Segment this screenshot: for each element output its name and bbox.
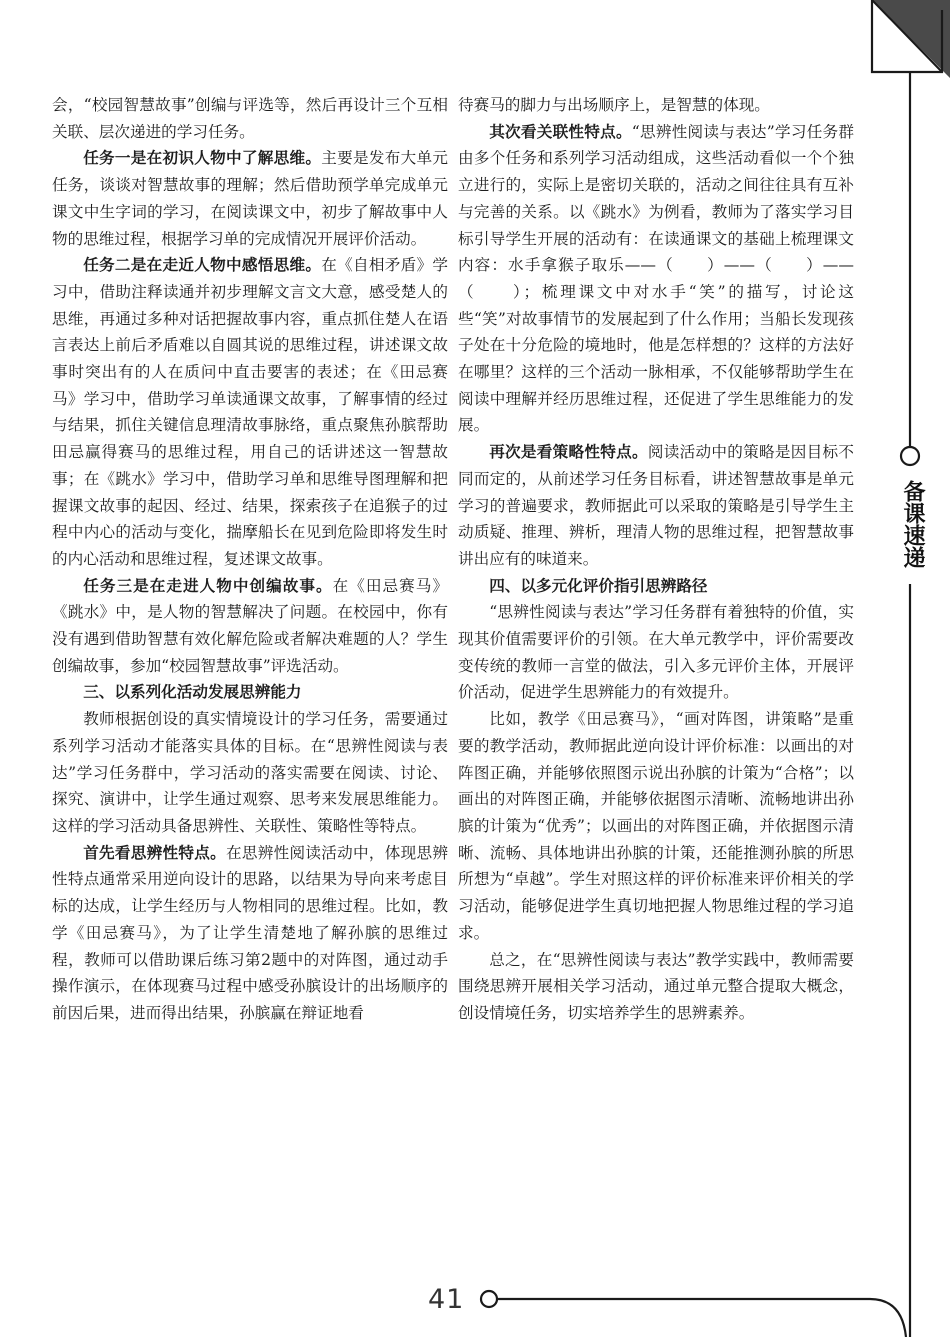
first-feature-body-a: 在思辨性阅读活动中，: [226, 843, 385, 862]
corner-triangle-ornament: [872, 0, 950, 78]
second-feature-lead: 其次看关联性特点。: [489, 122, 632, 141]
first-feature-body-b: 体现思辨性特点通常采用逆向设计的思路，以结果为导向来考虑目标的达成，让学生经历与人物相同的思维过程。比如，教学《田忌赛马》，为了让学生清楚地了解孙膑的思维过程，教师可以借助课后练习第2题中的对阵图，通过动手操作演示，在体现赛马过程中感受孙膑设计的出场顺序的前因后果，进而得出结果，孙膑赢在辩证地看: [52, 843, 448, 1022]
task2-lead: 任务二是在走近人物中感悟思维。: [83, 256, 322, 275]
intro-paragraph: 会，“校园智慧故事”创编与评选等，然后再设计三个互相关联、层次递进的学习任务。: [52, 96, 448, 141]
first-feature-paragraph: [52, 840, 448, 1027]
task1-lead: 任务一是在初识人物中了解思维。: [83, 149, 322, 168]
second-feature-body: “思辨性阅读与表达”学习任务群由多个任务和系列学习活动组成，这些活动看似一个个独立进行的，实际上是密切关联的，活动之间往往具有互补与完善的关系。以《跳水》为例看，教师为了落实学习目标引导学生开展的活动有：在读通课文的基础上梳理课文内容：水手拿猴子取乐——（ ）——（ ）——（ ）；梳理课文中对水手“笑”的描写，讨论这些“笑”对故事情节的发展起到了什么作用；当船长发现孩子处在十分危险的境地时，他是怎样想的？这样的方法好在哪里？这样的三个活动一脉相承，不仅能够帮助学生在阅读中理解并经历思维过程，还促进了学生思维能力的发展。: [458, 122, 854, 435]
section3-heading: 三、以系列化活动发展思辨能力: [83, 683, 302, 702]
section4-heading: 四、以多元化评价指引思辨路径: [489, 576, 708, 595]
section3-paragraph: 教师根据创设的真实情境设计的学习任务，需要通过系列学习活动才能落实具体的目标。在“思辨性阅读与表达”学习任务群中，学习活动的落实需要在阅读、讨论、探究、演讲中，让学生通过观察、思考来发展思维能力。这样的学习活动具备思辨性、关联性、策略性等特点。: [52, 710, 448, 835]
sidebar-rule: [901, 72, 919, 1337]
first-feature-lead: 首先看思辨性特点。: [83, 843, 227, 862]
task1-paragraph: [52, 145, 448, 252]
continued-paragraph: 待赛马的脚力与出场顺序上，是智慧的体现。: [458, 96, 770, 114]
task3-lead: 任务三是在走进人物中创编故事。: [83, 576, 333, 595]
right-column: [458, 92, 854, 1027]
third-feature-lead: 再次是看策略性特点。: [489, 443, 648, 462]
example-paragraph: 比如，教学《田忌赛马》，“画对阵图，讲策略”是重要的教学活动，教师据此逆向设计评价标准：以画出的对阵图正确，并能够依照图示说出孙膑的计策为“合格”；以画出的对阵图正确，并能够依据图示清晰、流畅地讲出孙膑的计策为“优秀”；以画出的对阵图正确，并依据图示清晰、流畅、具体地讲出孙膑的计策，还能推测孙膑的所思所想为“卓越”。学生对照这样的评价标准来评价相关的学习活动，能够促进学生真切地把握人物思维过程的学习追求。: [458, 710, 854, 942]
third-feature-body: 阅读活动中的策略是因目标不同而定的，从前述学习任务目标看，讲述智慧故事是单元学习的普遍要求，教师据此可以采取的策略是引导学生主动质疑、推理、辨析，理清人物的思维过程，把智慧故事讲出应有的味道来。: [458, 443, 854, 568]
page-number: 41: [428, 1284, 465, 1315]
second-feature-paragraph: [458, 119, 854, 439]
task1-body: 主要是发布大单元任务，谈谈对智慧故事的理解；然后借助预学单完成单元课文中生字词的学习，在阅读课文中，初步了解故事中人物的思维过程，根据学习单的完成情况开展评价活动。: [52, 149, 448, 248]
left-column: [52, 92, 448, 1027]
task2-body: 在《自相矛盾》学习中，借助注释读通并初步理解文言文大意，感受楚人的思维，再通过多种对话把握故事内容，重点抓住楚人在语言表达上前后矛盾难以自圆其说的思维过程，讲述课文故事时突出有的人在质问中直击要害的表述；在《田忌赛马》学习中，借助学习单读通课文故事，了解事情的经过与结果，抓住关键信息理清故事脉络，重点聚焦孙膑帮助田忌赢得赛马的思维过程，用自己的话讲述这一智慧故事；在《跳水》学习中，借助学习单和思维导图理解和把握课文故事的起因、经过、结果，探索孩子在追猴子的过程中内心的活动与变化，揣摩船长在见到危险即将发生时的内心活动和思维过程，复述课文故事。: [52, 256, 448, 568]
conclusion-paragraph: 总之，在“思辨性阅读与表达”教学实践中，教师需要围绕思辨开展相关学习活动，通过单元整合提取大概念，创设情境任务，切实培养学生的思辨素养。: [458, 950, 854, 1022]
task2-paragraph: [52, 252, 448, 572]
third-feature-paragraph: [458, 439, 854, 573]
sidebar-label: 备课速递: [900, 480, 925, 568]
task3-paragraph: [52, 573, 448, 680]
task3-body: 在《田忌赛马》《跳水》中，是人物的智慧解决了问题。在校园中，你有没有遇到借助智慧有效化解危险或者解决难题的人？学生创编故事，参加“校园智慧故事”评选活动。: [52, 576, 448, 675]
section4-paragraph: “思辨性阅读与表达”学习任务群有着独特的价值，实现其价值需要评价的引领。在大单元教学中，评价需要改变传统的教师一言堂的做法，引入多元评价主体，开展评价活动，促进学生思辨能力的有效提升。: [458, 603, 854, 702]
footer-rule: [481, 1291, 906, 1337]
